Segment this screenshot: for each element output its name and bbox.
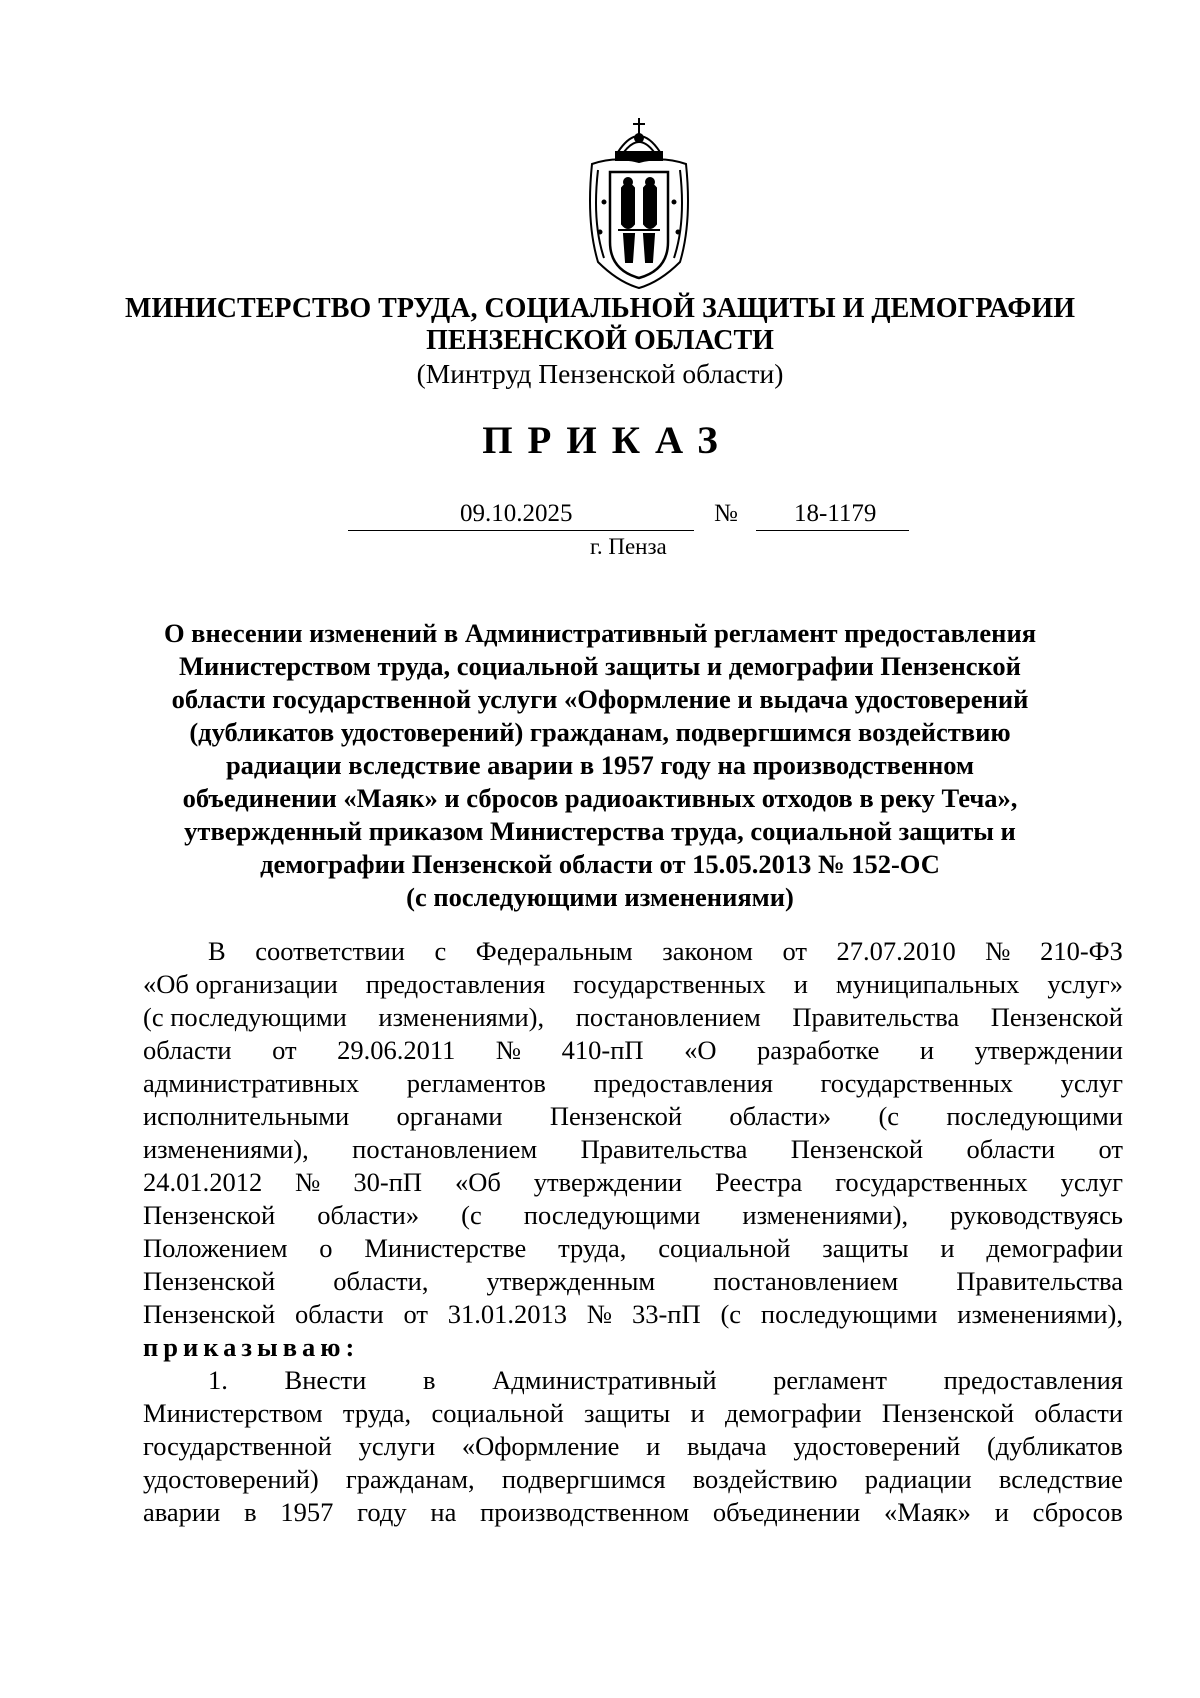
- word: и: [793, 969, 808, 999]
- word: области»: [317, 1200, 420, 1230]
- word: услуг: [1060, 1167, 1123, 1197]
- word: регламентов: [406, 1068, 546, 1098]
- word: предоставления: [365, 969, 546, 999]
- word: Положением: [143, 1233, 288, 1263]
- word: подвергшимся: [501, 1464, 666, 1494]
- word: Правительства: [580, 1134, 748, 1164]
- document-date: 09.10.2025: [460, 500, 573, 527]
- word: области: [1034, 1398, 1123, 1428]
- word: руководствуясь: [950, 1200, 1123, 1230]
- preamble-line: [143, 1134, 1123, 1165]
- word: постановлением: [575, 1002, 761, 1032]
- word: (с: [878, 1101, 900, 1131]
- item-line: [143, 1464, 1123, 1495]
- word: органами: [396, 1101, 503, 1131]
- word: соответствии: [255, 936, 405, 966]
- word: и: [994, 1497, 1009, 1527]
- word: области: [143, 1035, 232, 1065]
- word: регламент: [773, 1365, 887, 1395]
- word: Пензенской: [143, 1200, 276, 1230]
- subject-line: объединении «Маяк» и сбросов радиоактивных отходов в реку Теча»,: [182, 783, 1018, 813]
- word: утверждении: [533, 1167, 683, 1197]
- word: «О: [684, 1035, 717, 1065]
- word: изменениями),: [143, 1134, 309, 1164]
- word: области»: [729, 1101, 832, 1131]
- word: изменениями),: [742, 1200, 909, 1230]
- word: труда,: [558, 1233, 627, 1263]
- word: 30-пП: [353, 1167, 423, 1197]
- word: защиты: [822, 1233, 909, 1263]
- item-line: [143, 1431, 1123, 1462]
- word: выдача: [687, 1431, 767, 1461]
- word: удостоверений: [793, 1431, 961, 1461]
- word: гражданам,: [345, 1464, 475, 1494]
- word: с: [434, 936, 447, 966]
- word: предоставления: [593, 1068, 773, 1098]
- word: разработке: [756, 1035, 880, 1065]
- word: №: [295, 1167, 321, 1197]
- preamble-line: [143, 1068, 1123, 1099]
- word: социальной: [431, 1398, 564, 1428]
- word: Пензенской: [143, 1266, 276, 1296]
- preamble-line: [143, 1101, 1123, 1132]
- word: 33-пП: [631, 1299, 701, 1329]
- word: Реестра: [715, 1167, 803, 1197]
- ministry-name-line-1: МИНИСТЕРСТВО ТРУДА, СОЦИАЛЬНОЙ ЗАЩИТЫ И ДЕМОГРАФИИ: [125, 293, 1075, 324]
- word: последующими: [760, 1299, 938, 1329]
- word: Министерством: [143, 1398, 323, 1428]
- word: вследствие: [998, 1464, 1123, 1494]
- order-word-line: [143, 1332, 1123, 1363]
- subject-line: Министерством труда, социальной защиты и демографии Пензенской: [179, 651, 1021, 681]
- word: области,: [333, 1266, 429, 1296]
- word: на: [430, 1497, 457, 1527]
- word: 210-ФЗ: [1040, 936, 1123, 966]
- word: «Маяк»: [884, 1497, 971, 1527]
- word: Министерстве: [364, 1233, 527, 1263]
- subject-line: (дубликатов удостоверений) гражданам, подвергшимся воздействию: [189, 717, 1011, 747]
- word: 27.07.2010: [836, 936, 956, 966]
- word: и: [646, 1431, 661, 1461]
- word: от: [1098, 1134, 1123, 1164]
- subject-line: (с последующими изменениями): [406, 882, 794, 912]
- word: Пензенской: [881, 1398, 1015, 1428]
- word: государственных: [573, 969, 766, 999]
- word: Пензенской: [143, 1299, 276, 1329]
- word: Правительства: [792, 1002, 960, 1032]
- preamble-line: [143, 1035, 1123, 1066]
- word: защиты: [584, 1398, 671, 1428]
- word: Правительства: [956, 1266, 1123, 1296]
- preamble-line: [143, 1002, 1123, 1033]
- word: области: [966, 1134, 1056, 1164]
- word: последующими: [523, 1200, 701, 1230]
- word: постановлением: [713, 1266, 899, 1296]
- word: воздействию: [692, 1464, 838, 1494]
- word: №: [985, 936, 1011, 966]
- word: утверждении: [974, 1035, 1123, 1065]
- word: государственных: [835, 1167, 1028, 1197]
- number-underline: [756, 530, 909, 531]
- word: Пензенской: [549, 1101, 683, 1131]
- word: сбросов: [1032, 1497, 1123, 1527]
- word: Внести: [284, 1365, 367, 1395]
- word: социальной: [658, 1233, 791, 1263]
- word: и: [940, 1233, 955, 1263]
- document-type-title: ПРИКАЗ: [482, 419, 733, 462]
- word: о: [319, 1233, 333, 1263]
- word: изменениями),: [957, 1299, 1123, 1329]
- word: №: [495, 1035, 522, 1065]
- subject-line: демографии Пензенской области от 15.05.2013 № 152-ОС: [260, 849, 940, 879]
- word: Пензенской: [790, 1134, 923, 1164]
- preamble-line: [143, 1233, 1123, 1264]
- word: государственной: [143, 1431, 332, 1461]
- word: муниципальных: [835, 969, 1020, 999]
- subject-line: радиации вследствие аварии в 1957 году на производственном: [225, 750, 975, 780]
- item-line: [208, 1365, 1123, 1396]
- word: (дубликатов: [986, 1431, 1123, 1461]
- ministry-short-name: (Минтруд Пензенской области): [416, 358, 784, 389]
- preamble-line: [208, 936, 1123, 967]
- word: и: [690, 1398, 705, 1428]
- word: услуг»: [1047, 969, 1123, 999]
- word: 1957: [280, 1497, 334, 1527]
- word: от: [782, 936, 807, 966]
- word: В: [208, 936, 226, 966]
- word: объединении: [712, 1497, 861, 1527]
- preamble-line: [143, 969, 1123, 1000]
- word: (с: [461, 1200, 482, 1230]
- word: постановлением: [352, 1134, 538, 1164]
- word: и: [919, 1035, 935, 1065]
- word: производственном: [480, 1497, 690, 1527]
- word: утвержденным: [486, 1266, 656, 1296]
- word: услуги: [358, 1431, 436, 1461]
- word: Федеральным: [475, 936, 633, 966]
- word: радиации: [864, 1464, 972, 1494]
- word: «Об организации: [143, 969, 338, 999]
- preamble-line: [143, 1200, 1123, 1231]
- subject-line: О внесении изменений в Административный регламент предоставления: [163, 618, 1037, 648]
- word: исполнительными: [143, 1101, 350, 1131]
- word: Пензенской: [990, 1002, 1123, 1032]
- word: году: [357, 1497, 407, 1527]
- coat-of-arms-emblem: [578, 112, 700, 294]
- word: законом: [662, 936, 753, 966]
- word: удостоверений): [143, 1464, 319, 1494]
- preamble-line: [143, 1266, 1123, 1297]
- word: предоставления: [943, 1365, 1123, 1395]
- word: в: [422, 1365, 436, 1395]
- word: №: [586, 1299, 613, 1329]
- word: «Оформление: [461, 1431, 620, 1461]
- word: «Об: [454, 1167, 501, 1197]
- word: государственных: [820, 1068, 1014, 1098]
- word: 1.: [208, 1365, 228, 1395]
- word: 24.01.2012: [143, 1167, 263, 1197]
- word: последующими: [946, 1101, 1123, 1131]
- word: аварии: [143, 1497, 221, 1527]
- word: изменениями),: [378, 1002, 545, 1032]
- order-word: приказываю:: [143, 1332, 360, 1362]
- word: (с последующими: [143, 1002, 347, 1032]
- ministry-name-line-2: ПЕНЗЕНСКОЙ ОБЛАСТИ: [426, 325, 774, 356]
- word: 410-пП: [561, 1035, 644, 1065]
- word: Административный: [492, 1365, 717, 1395]
- item-line: [143, 1497, 1123, 1528]
- word: труда,: [342, 1398, 412, 1428]
- word: 29.06.2011: [337, 1035, 456, 1065]
- word: 31.01.2013: [447, 1299, 568, 1329]
- word: от: [403, 1299, 428, 1329]
- word: в: [244, 1497, 257, 1527]
- item-line: [143, 1398, 1123, 1429]
- preamble-line: [143, 1167, 1123, 1198]
- word: демографии: [986, 1233, 1123, 1263]
- date-underline: [348, 530, 694, 531]
- preamble-line: [143, 1299, 1123, 1330]
- subject-line: утвержденный приказом Министерства труда, социальной защиты и: [184, 816, 1016, 846]
- word: области: [295, 1299, 384, 1329]
- number-sign: №: [714, 500, 738, 527]
- word: от: [272, 1035, 297, 1065]
- word: административных: [143, 1068, 360, 1098]
- word: услуг: [1060, 1068, 1123, 1098]
- document-number: 18-1179: [794, 500, 877, 527]
- word: демографии: [724, 1398, 862, 1428]
- word: (с: [720, 1299, 742, 1329]
- subject-line: области государственной услуги «Оформление и выдача удостоверений: [171, 684, 1029, 714]
- document-city: г. Пенза: [590, 534, 667, 559]
